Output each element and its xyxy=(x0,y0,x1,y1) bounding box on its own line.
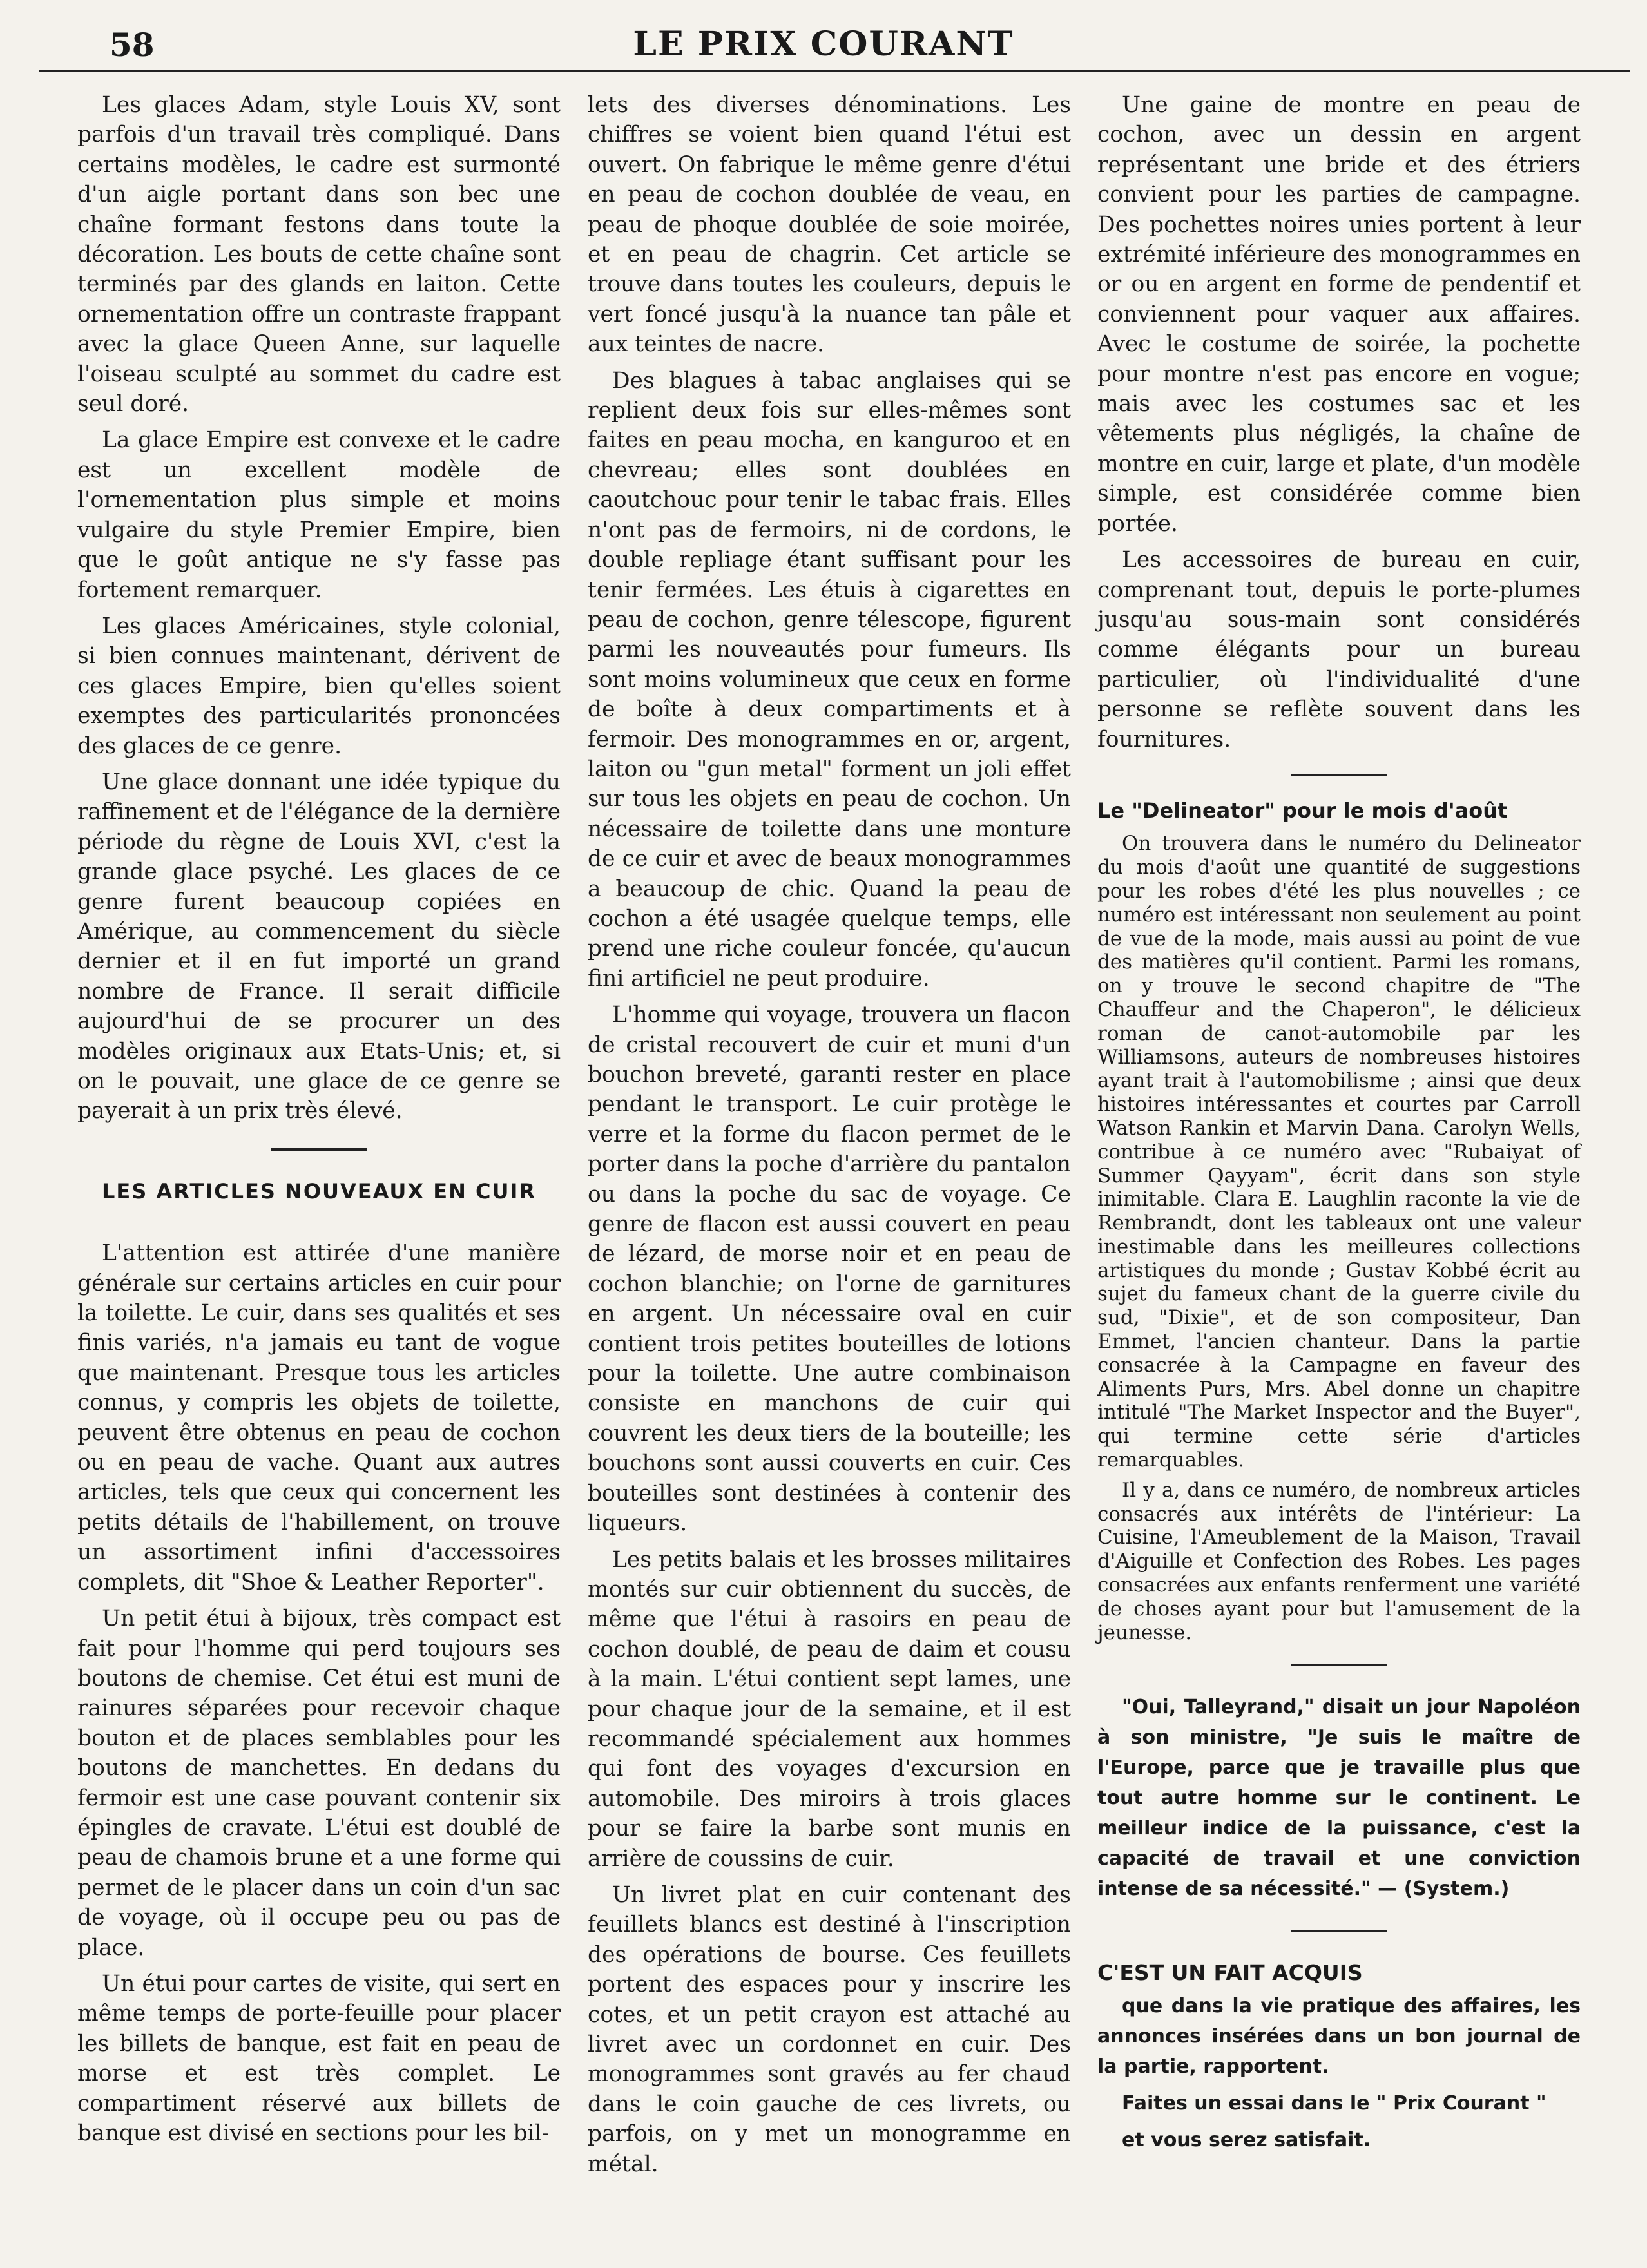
paragraph: lets des diverses dénominations. Les chiffres se voient bien quand l'étui est ouvert. On fabrique le même genre d'étui en peau de cochon doublée de veau, en peau de phoque doublée de soie moirée, et en peau de chagrin. Cet article se trouve dans toutes les couleurs, depuis le vert foncé jusqu'à la nuance tan pâle et aux teintes de nacre. xyxy=(588,92,1071,358)
paragraph: Les glaces Américaines, style colonial, si bien connues maintenant, dérivent de ces glaces Empire, bien qu'elles soient exemptes des particularités prononcées des glaces de ce genre. xyxy=(77,613,561,759)
journal-title: LE PRIX COURANT xyxy=(633,24,1014,64)
section-divider xyxy=(271,1148,367,1151)
column-1 xyxy=(77,90,561,2155)
paragraph: Un livret plat en cuir contenant des feuillets blancs est destiné à l'inscription des opérations de bourse. Ces feuillets portent des espaces pour y inscrire les cotes, et un petit crayon est attaché au livret avec un cordonnet en cuir. Des monogrammes sont gravés au fer chaud dans le coin gauche de ces livrets, ou parfois, on y met un monogramme en métal. xyxy=(588,1881,1071,2177)
paragraph: On trouvera dans le numéro du Delineator du mois d'août une quantité de suggestions pour les robes d'été les plus nouvelles ; ce numéro est intéressant non seulement au point de vue de la mode, mais aussi au point de vue des matières qu'il contient. Parmi les romans, on y trouve le second chapitre de "The Chauffeur and the Chaperon", le délicieux roman de canot-automobile par les Williamsons, auteurs de nombreuses histoires ayant trait à l'automobilisme ; ainsi que deux histoires intéressantes et courtes par Carroll Watson Rankin et Marvin Dana. Carolyn Wells, contribue à ce numéro avec "Rubaiyat of Summer Qayyam", écrit dans son style inimitable. Clara E. Laughlin raconte la vie de Rembrandt, dont les tableaux ont une valeur inestimable dans les meilleures collections artistiques du monde ; Gustav Kobbé écrit au sujet du fameux chant de la guerre civile du sud, "Dixie", et de son compositeur, Dan Emmet, l'ancien chanteur. Dans la partie consacrée à la Campagne en faveur des Aliments Purs, Mrs. Abel donne un chapitre intitulé "The Market Inspector and the Buyer", qui termine cette série d'articles remarquables. xyxy=(1097,832,1581,1472)
notice-cta-closing: et vous serez satisfait. xyxy=(1122,2128,1371,2151)
paragraph: Les accessoires de bureau en cuir, comprenant tout, depuis le porte-plumes jusqu'au sous-main sont considérés comme élégants pour un bureau particulier, où l'individualité d'une personne se reflète souvent dans les fournitures. xyxy=(1097,547,1581,753)
notice-body: que dans la vie pratique des affaires, les annonces insérées dans un bon journal de la partie, rapportent. xyxy=(1097,1994,1581,2078)
column-2 xyxy=(588,90,1071,2186)
column-3 xyxy=(1097,90,1581,2162)
section-divider xyxy=(1291,1664,1387,1666)
paragraph: Des blagues à tabac anglaises qui se replient deux fois sur elles-mêmes sont faites en peau mocha, en kanguroo et en chevreau; elles sont doublées en caoutchouc pour tenir le tabac frais. Elles n'ont pas de fermoirs, ni de cordons, le double repliage étant suffisant pour les tenir fermées. Les étuis à cigarettes en peau de cochon, genre télescope, figurent parmi les nouveautés pour fumeurs. Ils sont moins volumineux que ceux en forme de boîte à deux compartiments et à fermoir. Des monogrammes en or, argent, laiton ou "gun metal" forment un joli effet sur tous les objets en peau de cochon. Un nécessaire de toilette dans une monture de ce cuir et avec de beaux monogrammes a beaucoup de chic. Quand la peau de cochon a été usagée quelque temps, elle prend une riche couleur foncée, qu'aucun fini artificiel ne peut produire. xyxy=(588,367,1071,992)
paragraph: Une gaine de montre en peau de cochon, avec un dessin en argent représentant une bride et des étriers convient pour les parties de campagne. Des pochettes noires unies portent à leur extrémité inférieure des monogrammes en or ou en argent en forme de pendentif et conviennent pour vaquer aux affaires. Avec le costume de soirée, la pochette pour montre n'est pas encore en vogue; mais avec les costumes sac et les vêtements plus négligés, la chaîne de montre en cuir, large et plate, d'un modèle simple, est considérée comme bien portée. xyxy=(1097,92,1581,537)
section-heading-delineator: Le "Delineator" pour le mois d'août xyxy=(1097,798,1508,823)
section-divider xyxy=(1291,774,1387,776)
header-rule xyxy=(39,70,1630,72)
page-header xyxy=(0,0,1647,77)
page-number: 58 xyxy=(110,26,155,64)
paragraph: Une glace donnant une idée typique du raffinement et de l'élégance de la dernière période du règne de Louis XVI, c'est la grande glace psyché. Les glaces de ce genre furent beaucoup copiées en Amérique, au commencement du siècle dernier et il en fut importé un grand nombre de France. Il serait difficile aujourd'hui de se procurer un des modèles originaux aux Etats-Unis; et, si on le pouvait, une glace de ce genre se payerait à un prix très élevé. xyxy=(77,769,561,1124)
paragraph: Les glaces Adam, style Louis XV, sont parfois d'un travail très compliqué. Dans certains modèles, le cadre est surmonté d'un aigle portant dans son bec une chaîne formant festons dans toute la décoration. Les bouts de cette chaîne sont terminés par des glands en laiton. Cette ornementation offre un contraste frappant avec la glace Queen Anne, sur laquelle l'oiseau sculpté au sommet du cadre est seul doré. xyxy=(77,92,561,418)
paragraph: Les petits balais et les brosses militaires montés sur cuir obtiennent du succès, de même que l'étui à rasoirs en peau de cochon doublé, de peau de daim et cousu à la main. L'étui contient sept lames, une pour chaque jour de la semaine, et il est recommandé spécialement aux hommes qui font des voyages d'excursion en automobile. Des miroirs à trois glaces pour se faire la barbe sont munis en arrière de coussins de cuir. xyxy=(588,1546,1071,1872)
paragraph: L'attention est attirée d'une manière générale sur certains articles en cuir pour la toilette. Le cuir, dans ses qualités et ses finis variés, n'a jamais eu tant de vogue que maintenant. Presque tous les articles connus, y compris les objets de toilette, peuvent être obtenus en peau de cochon ou en peau de vache. Quant aux autres articles, tels que ceux qui concernent les petits détails de l'habillement, on trouve un assortiment infini d'accessoires complets, dit "Shoe & Leather Reporter". xyxy=(77,1240,561,1595)
notice-title: C'EST UN FAIT ACQUIS xyxy=(1097,1960,1363,1986)
paragraph: L'homme qui voyage, trouvera un flacon de cristal recouvert de cuir et muni d'un bouchon breveté, garanti rester en place pendant le transport. Le cuir protège le verre et la forme du flacon permet de le porter dans la poche d'arrière du pantalon ou dans la poche du sac de voyage. Ce genre de flacon est aussi couvert en peau de lézard, de morse noir et en peau de cochon blanchie; on l'orne de garnitures en argent. Un nécessaire oval en cuir contient trois petites bouteilles de lotions pour la toilette. Une autre combinaison consiste en manchons de cuir qui couvrent les deux tiers de la bouteille; les bouchons sont aussi couverts en cuir. Ces bouteilles sont destinées à contenir des liqueurs. xyxy=(588,1002,1071,1537)
section-divider xyxy=(1291,1930,1387,1932)
paragraph: La glace Empire est convexe et le cadre est un excellent modèle de l'ornementation plus simple et moins vulgaire du style Premier Empire, bien que le goût antique ne s'y fasse pas fortement remarquer. xyxy=(77,427,561,603)
paragraph: Un petit étui à bijoux, très compact est fait pour l'homme qui perd toujours ses boutons de chemise. Cet étui est muni de rainures séparées pour recevoir chaque bouton et de places semblables pour les boutons de manchettes. En dedans du fermoir est une case pouvant contenir six épingles de cravate. L'étui est doublé de peau de chamois brune et a une forme qui permet de le placer dans un coin d'un sac de voyage, où il occupe peu ou pas de place. xyxy=(77,1606,561,1961)
notice-cta: Faites un essai dans le " Prix Courant " xyxy=(1122,2091,1546,2115)
section-heading-articles-cuir: LES ARTICLES NOUVEAUX EN CUIR xyxy=(101,1178,537,1204)
paragraph: Un étui pour cartes de visite, qui sert en même temps de porte-feuille pour placer les billets de banque, est fait en peau de morse et est très complet. Le compartiment réservé aux billets de banque est divisé en sections pour les bil- xyxy=(77,1970,561,2146)
paragraph: Il y a, dans ce numéro, de nombreux articles consacrés aux intérêts de l'intérieur: La Cuisine, l'Ameublement de la Maison, Travail d'Aiguille et Confection des Robes. Les pages consacrées aux enfants renferment une variété de choses ayant pour but l'amusement de la jeunesse. xyxy=(1097,1478,1581,1644)
napoleon-quote: "Oui, Talleyrand," disait un jour Napoléon à son ministre, "Je suis le maître de l'Europe, parce que je travaille plus que tout autre homme sur le continent. Le meilleur indice de la puissance, c'est la capacité de travail et une conviction intense de sa nécessité." — (System.) xyxy=(1097,1696,1581,1901)
